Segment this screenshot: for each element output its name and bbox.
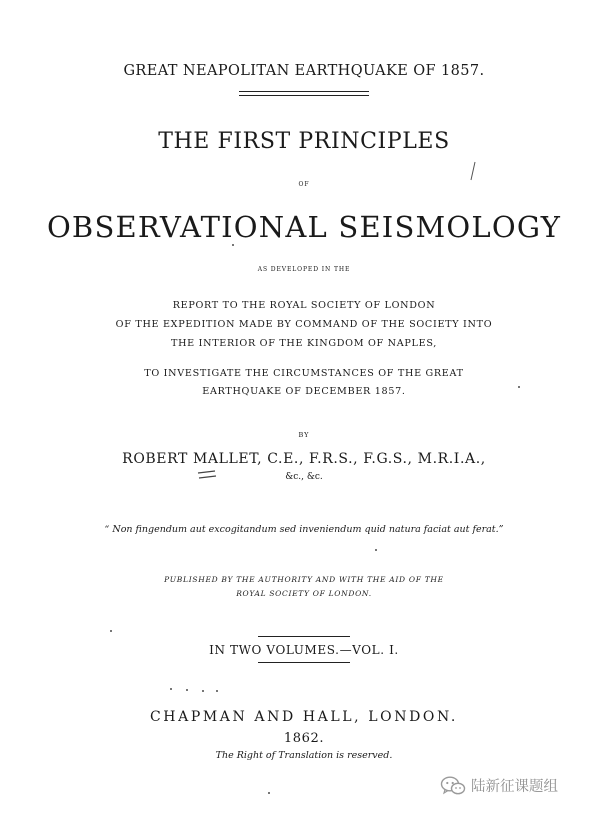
report-line: REPORT TO THE ROYAL SOCIETY OF LONDON (172, 300, 436, 311)
main-title-of: OF (298, 181, 310, 188)
scan-speck (202, 690, 204, 692)
report-line: TO INVESTIGATE THE CIRCUMSTANCES OF THE GREAT (144, 368, 464, 379)
scan-speck (110, 630, 112, 632)
pencil-mark (196, 468, 218, 482)
rights-notice: The Right of Translation is reserved. (215, 750, 393, 761)
wechat-icon (440, 776, 466, 796)
report-line: OF THE EXPEDITION MADE BY COMMAND OF THE SOCIETY INTO (115, 319, 493, 330)
pencil-mark (468, 160, 478, 182)
published-line: ROYAL SOCIETY OF LONDON. (236, 589, 372, 598)
volume-rule-bottom (258, 662, 350, 663)
double-rule-top (239, 91, 369, 92)
as-developed-text: AS DEVELOPED IN THE (257, 266, 351, 273)
watermark (440, 775, 558, 796)
published-line: PUBLISHED BY THE AUTHORITY AND WITH THE AID OF THE (164, 575, 444, 584)
volume-text: IN TWO VOLUMES.—VOL. I. (209, 643, 399, 657)
scan-speck (186, 689, 188, 691)
scan-speck (232, 244, 234, 246)
double-rule-bottom (239, 95, 369, 96)
volume-rule-top (258, 636, 350, 637)
scan-speck (216, 690, 218, 692)
series-heading: GREAT NEAPOLITAN EARTHQUAKE OF 1857. (123, 63, 485, 79)
report-line: EARTHQUAKE OF DECEMBER 1857. (202, 386, 406, 397)
main-title-line1: THE FIRST PRINCIPLES (158, 129, 450, 154)
report-line: THE INTERIOR OF THE KINGDOM OF NAPLES, (171, 338, 437, 349)
scan-speck (375, 549, 377, 551)
author-etc: &c., &c. (285, 472, 323, 482)
scan-speck (518, 386, 520, 388)
publication-year: 1862. (283, 731, 325, 746)
scan-speck (268, 792, 270, 794)
latin-motto: “ Non fingendum aut excogitandum sed inveniendum quid natura faciat aut ferat.” (104, 524, 504, 535)
scan-speck (170, 688, 172, 690)
watermark-text: 陆新征课题组 (471, 779, 558, 795)
by-text: BY (298, 431, 310, 439)
author-name: ROBERT MALLET, C.E., F.R.S., F.G.S., M.R.I.A., (122, 451, 486, 467)
publisher-imprint: CHAPMAN AND HALL, LONDON. (150, 709, 458, 725)
main-title-line2: OBSERVATIONAL SEISMOLOGY (46, 210, 562, 244)
